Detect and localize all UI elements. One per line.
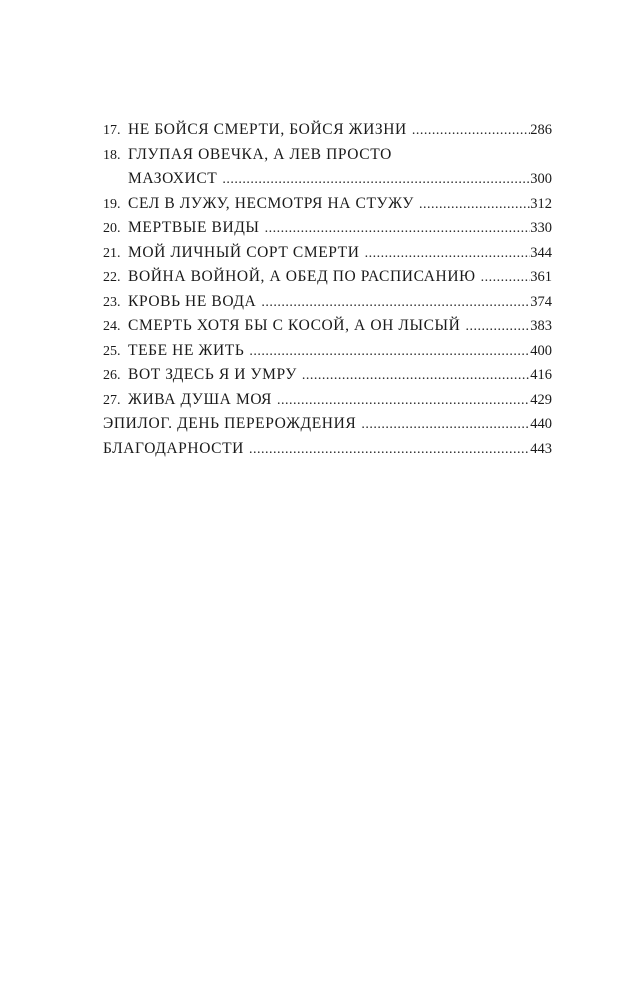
chapter-number: 19. xyxy=(103,196,121,212)
toc-entry-25[interactable] xyxy=(103,339,552,364)
chapter-title: ЭПИЛОГ. ДЕНЬ ПЕРЕРОЖДЕНИЯ xyxy=(103,415,357,432)
page-number: 300 xyxy=(530,171,552,187)
dot-leader xyxy=(297,364,530,389)
table-of-contents xyxy=(103,118,552,461)
chapter-title: МОЙ ЛИЧНЫЙ СОРТ СМЕРТИ xyxy=(128,243,360,261)
chapter-number: 27. xyxy=(103,392,121,408)
chapter-number: 21. xyxy=(103,245,121,261)
toc-entry-19[interactable] xyxy=(103,192,552,217)
chapter-number: 24. xyxy=(103,319,121,334)
dot-leader xyxy=(356,413,530,438)
chapter-title: КРОВЬ НЕ ВОДА xyxy=(128,292,257,310)
toc-entry-23[interactable] xyxy=(103,290,552,315)
toc-entry-18-continued[interactable] xyxy=(103,167,552,192)
chapter-number: 26. xyxy=(103,368,121,383)
chapter-number: 17. xyxy=(103,123,121,138)
chapter-number: 25. xyxy=(103,343,121,359)
chapter-number: 22. xyxy=(103,270,121,285)
chapter-title: ВОЙНА ВОЙНОЙ, А ОБЕД ПО РАСПИСАНИЮ xyxy=(128,268,476,285)
chapter-title: МЕРТВЫЕ ВИДЫ xyxy=(128,219,260,236)
dot-leader xyxy=(217,168,530,193)
dot-leader xyxy=(460,315,530,340)
dot-leader xyxy=(256,291,530,316)
page-number: 312 xyxy=(530,195,552,212)
chapter-title: НЕ БОЙСЯ СМЕРТИ, БОЙСЯ ЖИЗНИ xyxy=(128,121,407,138)
page-number: 440 xyxy=(530,416,552,432)
page-number: 286 xyxy=(530,122,552,138)
toc-entry-epilogue[interactable] xyxy=(103,412,552,437)
page-number: 344 xyxy=(530,244,552,261)
toc-entry-acknowledgements[interactable] xyxy=(103,437,552,462)
dot-leader xyxy=(360,242,531,267)
toc-entry-22[interactable] xyxy=(103,265,552,290)
page-number: 416 xyxy=(530,367,552,383)
toc-entry-26[interactable] xyxy=(103,363,552,388)
toc-entry-20[interactable] xyxy=(103,216,552,241)
dot-leader xyxy=(414,193,530,218)
chapter-number: 23. xyxy=(103,294,121,310)
chapter-title-continued: МАЗОХИСТ xyxy=(128,170,218,187)
toc-entry-17[interactable] xyxy=(103,118,552,143)
page-number: 443 xyxy=(530,440,552,457)
chapter-number: 18. xyxy=(103,147,121,163)
chapter-title: СЕЛ В ЛУЖУ, НЕСМОТРЯ НА СТУЖУ xyxy=(128,194,414,212)
page-number: 400 xyxy=(530,342,552,359)
dot-leader xyxy=(244,438,530,463)
page-number: 361 xyxy=(530,269,552,285)
toc-entry-18[interactable] xyxy=(103,143,552,168)
dot-leader xyxy=(407,119,530,144)
page-number: 374 xyxy=(530,293,552,310)
chapter-title: СМЕРТЬ ХОТЯ БЫ С КОСОЙ, А ОН ЛЫСЫЙ xyxy=(128,317,461,334)
page-number: 429 xyxy=(530,391,552,408)
chapter-title: БЛАГОДАРНОСТИ xyxy=(103,439,244,457)
toc-entry-24[interactable] xyxy=(103,314,552,339)
dot-leader xyxy=(476,266,531,291)
dot-leader xyxy=(260,217,531,242)
chapter-title: ВОТ ЗДЕСЬ Я И УМРУ xyxy=(128,366,297,383)
dot-leader xyxy=(272,389,530,414)
chapter-title: ЖИВА ДУША МОЯ xyxy=(128,390,272,408)
chapter-number: 20. xyxy=(103,221,121,236)
chapter-title: ГЛУПАЯ ОВЕЧКА, А ЛЕВ ПРОСТО xyxy=(128,145,392,163)
page-number: 330 xyxy=(530,220,552,236)
toc-entry-27[interactable] xyxy=(103,388,552,413)
dot-leader xyxy=(244,340,530,365)
chapter-title: ТЕБЕ НЕ ЖИТЬ xyxy=(128,341,245,359)
page-number: 383 xyxy=(530,318,552,334)
toc-entry-21[interactable] xyxy=(103,241,552,266)
